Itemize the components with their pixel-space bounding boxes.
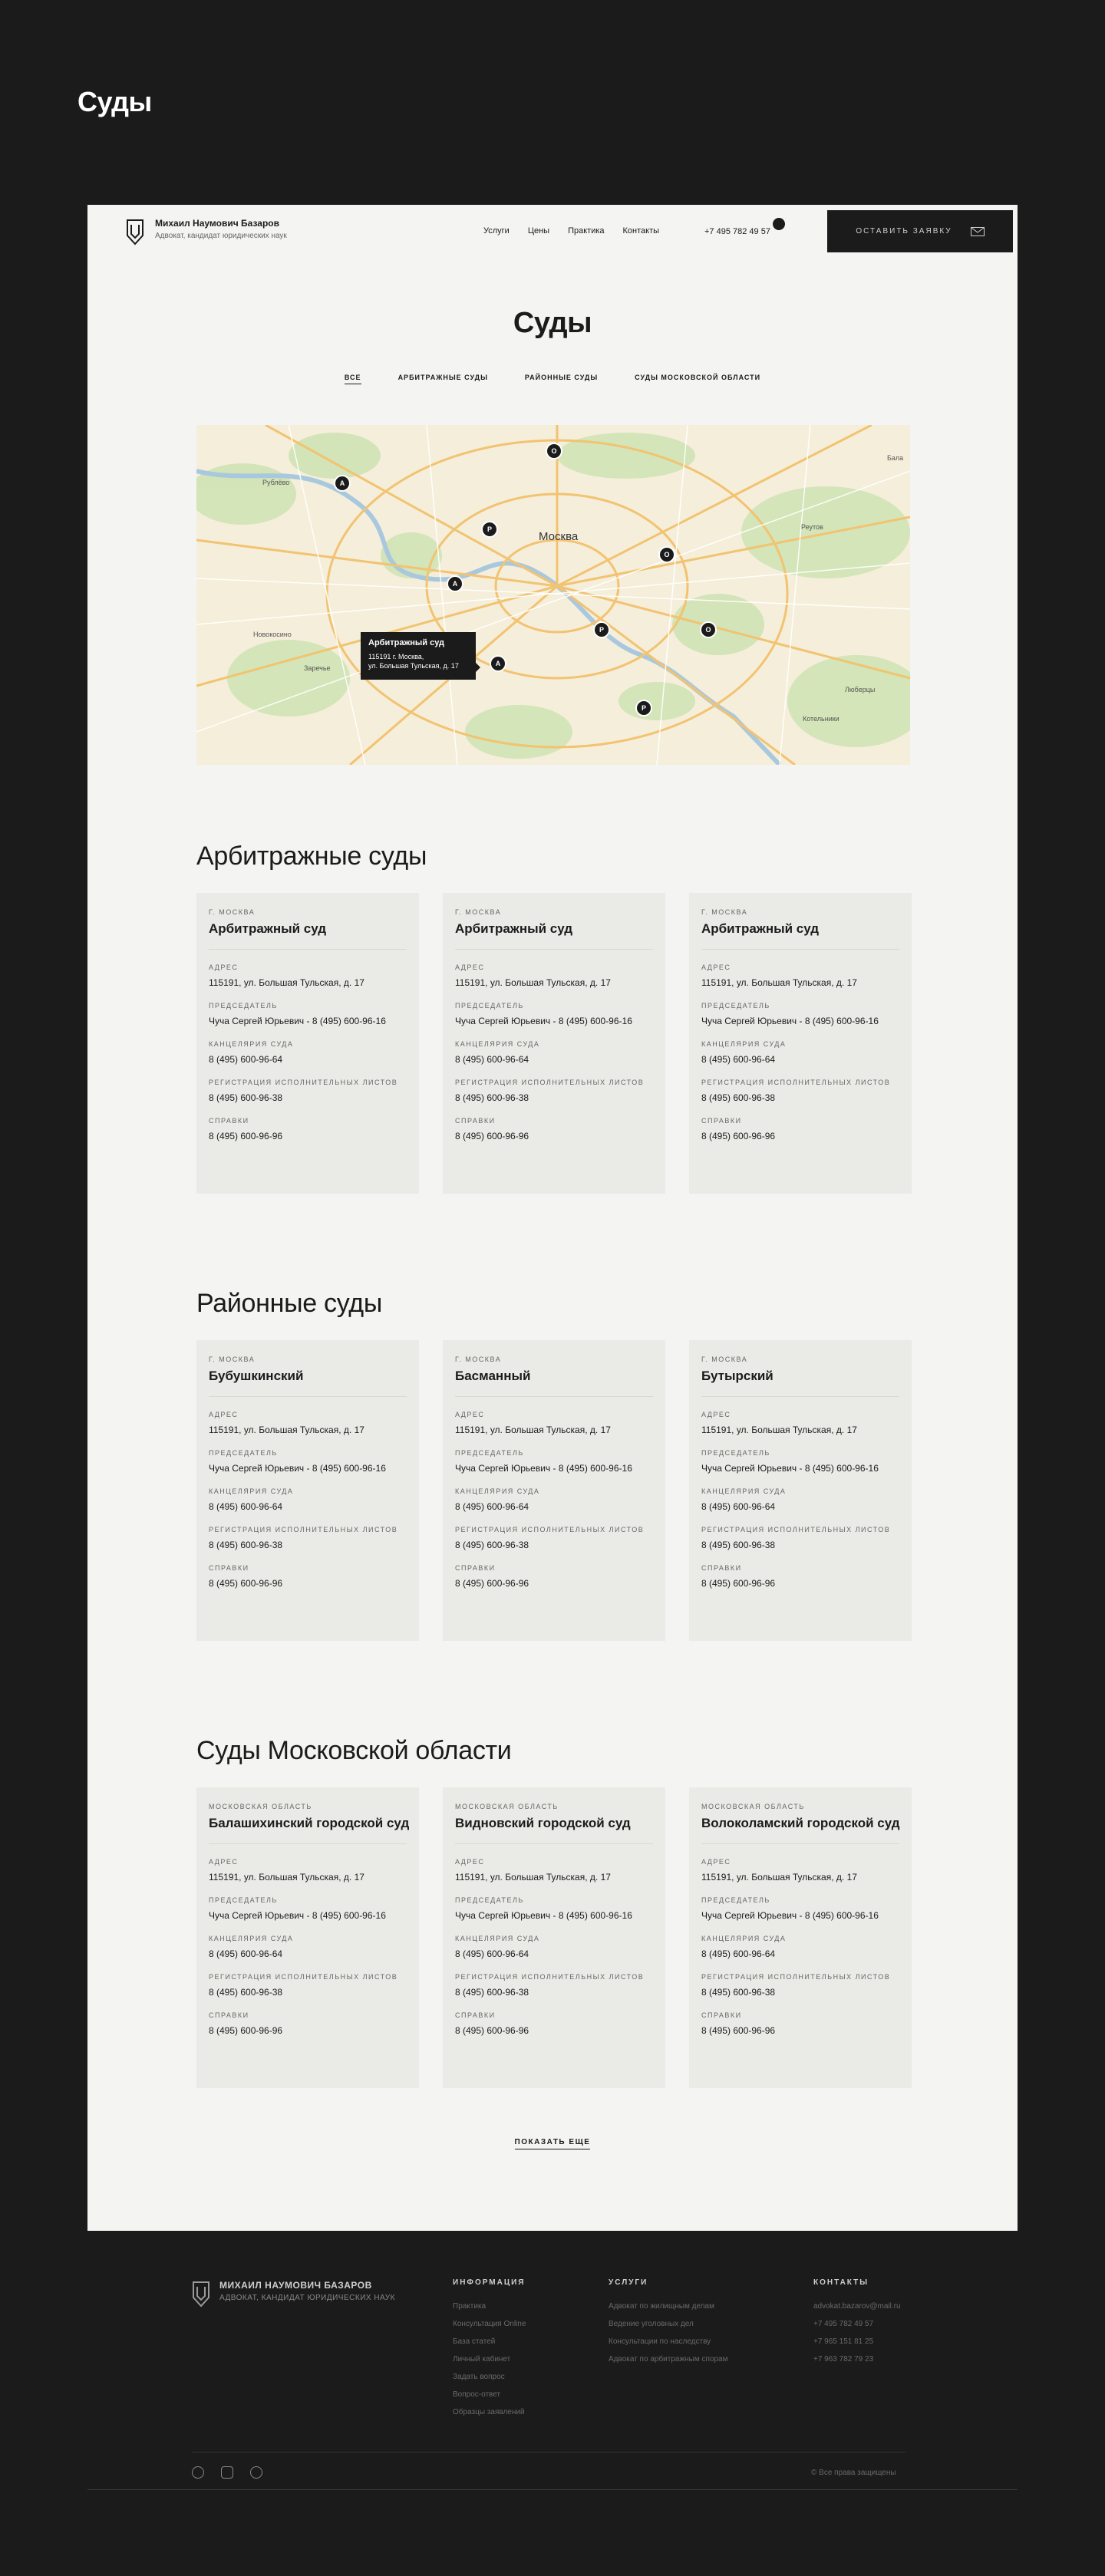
footer [87, 2231, 1018, 2490]
filter-arbitration[interactable]: АРБИТРАЖНЫЕ СУДЫ [397, 374, 488, 381]
court-office-value: 8 (495) 600-96-64 [701, 1054, 776, 1065]
footer-subtitle: АДВОКАТ, КАНДИДАТ ЮРИДИЧЕСКИХ НАУК [219, 2294, 395, 2302]
court-info-value: 8 (495) 600-96-96 [455, 1131, 529, 1141]
court-address-label: АДРЕС [701, 1411, 731, 1418]
court-address-value: 115191, ул. Большая Тульская, д. 17 [701, 1872, 857, 1883]
popup-address-line1: 115191 г. Москва, [368, 653, 424, 660]
filter-moscow-region[interactable]: СУДЫ МОСКОВСКОЙ ОБЛАСТИ [635, 374, 761, 381]
court-office-value: 8 (495) 600-96-64 [209, 1054, 283, 1065]
court-address-label: АДРЕС [455, 964, 485, 971]
court-chairman-label: ПРЕДСЕДАТЕЛЬ [209, 1896, 278, 1904]
map-city-label: Москва [539, 530, 579, 543]
court-chairman-value: Чуча Сергей Юрьевич - 8 (495) 600-96-16 [455, 1910, 632, 1921]
map-place-label: Заречье [304, 664, 331, 672]
footer-link[interactable]: Адвокат по жилищным делам [609, 2302, 714, 2311]
court-registration-label: РЕГИСТРАЦИЯ ИСПОЛНИТЕЛЬНЫХ ЛИСТОВ [701, 1526, 891, 1533]
map-place-label: Люберцы [845, 686, 876, 693]
map-place-label: Бала [887, 454, 904, 462]
map-marker[interactable]: Р [635, 700, 652, 716]
court-registration-value: 8 (495) 600-96-38 [209, 1540, 283, 1550]
court-registration-value: 8 (495) 600-96-38 [209, 1092, 283, 1103]
court-office-value: 8 (495) 600-96-64 [209, 1948, 283, 1959]
court-chairman-label: ПРЕДСЕДАТЕЛЬ [701, 1449, 770, 1457]
court-office-label: КАНЦЕЛЯРИЯ СУДА [209, 1040, 294, 1048]
court-office-label: КАНЦЕЛЯРИЯ СУДА [455, 1487, 540, 1495]
court-registration-label: РЕГИСТРАЦИЯ ИСПОЛНИТЕЛЬНЫХ ЛИСТОВ [701, 1973, 891, 1981]
court-city: Г. МОСКВА [209, 908, 256, 916]
court-name: Арбитражный суд [701, 921, 899, 950]
court-card[interactable] [196, 1340, 419, 1641]
popup-address-line2: ул. Большая Тульская, д. 17 [368, 662, 459, 670]
footer-link[interactable]: Образцы заявлений [453, 2408, 525, 2416]
section-title: Арбитражные суды [196, 842, 427, 871]
court-city: Г. МОСКВА [209, 1356, 256, 1363]
court-office-value: 8 (495) 600-96-64 [701, 1501, 776, 1512]
court-info-label: СПРАВКИ [209, 1117, 249, 1125]
section-title: Суды Московской области [196, 1736, 512, 1765]
court-name: Волоколамский городской суд [701, 1816, 899, 1844]
map-popup[interactable] [361, 632, 476, 680]
court-office-label: КАНЦЕЛЯРИЯ СУДА [455, 1040, 540, 1048]
header-phone[interactable]: +7 495 782 49 57 [704, 227, 770, 236]
court-card[interactable] [689, 893, 912, 1194]
court-registration-label: РЕГИСТРАЦИЯ ИСПОЛНИТЕЛЬНЫХ ЛИСТОВ [209, 1973, 398, 1981]
court-name: Бутырский [701, 1369, 899, 1397]
court-registration-label: РЕГИСТРАЦИЯ ИСПОЛНИТЕЛЬНЫХ ЛИСТОВ [209, 1526, 398, 1533]
court-city: Г. МОСКВА [701, 908, 748, 916]
court-name: Балашихинский городской суд [209, 1816, 407, 1844]
court-card[interactable] [689, 1340, 912, 1641]
court-chairman-value: Чуча Сергей Юрьевич - 8 (495) 600-96-16 [701, 1910, 879, 1921]
nav-services[interactable]: Услуги [483, 226, 510, 236]
court-registration-label: РЕГИСТРАЦИЯ ИСПОЛНИТЕЛЬНЫХ ЛИСТОВ [209, 1079, 398, 1086]
skype-icon[interactable] [221, 2466, 233, 2479]
court-office-value: 8 (495) 600-96-64 [455, 1948, 529, 1959]
court-registration-value: 8 (495) 600-96-38 [209, 1987, 283, 1998]
court-info-value: 8 (495) 600-96-96 [701, 1578, 776, 1589]
court-registration-value: 8 (495) 600-96-38 [455, 1987, 529, 1998]
page-heading: Суды [78, 86, 152, 117]
whatsapp-icon[interactable] [250, 2466, 262, 2479]
court-city: МОСКОВСКАЯ ОБЛАСТЬ [209, 1803, 312, 1810]
footer-link[interactable]: Задать вопрос [453, 2373, 505, 2381]
filter-district[interactable]: РАЙОННЫЕ СУДЫ [524, 374, 599, 381]
court-info-value: 8 (495) 600-96-96 [209, 2025, 283, 2036]
court-registration-value: 8 (495) 600-96-38 [455, 1540, 529, 1550]
court-office-value: 8 (495) 600-96-64 [209, 1501, 283, 1512]
callback-icon[interactable] [773, 218, 785, 230]
map-marker[interactable]: А [490, 655, 506, 672]
footer-link[interactable]: Консультация Online [453, 2320, 526, 2328]
map-marker[interactable]: О [658, 546, 675, 563]
court-filters [87, 374, 1018, 384]
court-info-value: 8 (495) 600-96-96 [455, 1578, 529, 1589]
court-city: МОСКОВСКАЯ ОБЛАСТЬ [701, 1803, 805, 1810]
court-office-value: 8 (495) 600-96-64 [455, 1054, 529, 1065]
court-card[interactable] [689, 1787, 912, 2088]
map-background [196, 425, 910, 765]
footer-phone[interactable]: +7 495 782 49 57 [813, 2320, 874, 2328]
court-card[interactable] [443, 893, 665, 1194]
court-registration-value: 8 (495) 600-96-38 [455, 1092, 529, 1103]
court-city: Г. МОСКВА [455, 1356, 502, 1363]
court-registration-label: РЕГИСТРАЦИЯ ИСПОЛНИТЕЛЬНЫХ ЛИСТОВ [701, 1079, 891, 1086]
court-registration-label: РЕГИСТРАЦИЯ ИСПОЛНИТЕЛЬНЫХ ЛИСТОВ [455, 1079, 645, 1086]
court-chairman-value: Чуча Сергей Юрьевич - 8 (495) 600-96-16 [701, 1463, 879, 1474]
court-info-label: СПРАВКИ [455, 1564, 496, 1572]
court-address-value: 115191, ул. Большая Тульская, д. 17 [209, 1425, 364, 1435]
show-more [87, 2134, 1018, 2148]
viber-icon[interactable] [192, 2466, 204, 2479]
court-info-value: 8 (495) 600-96-96 [701, 1131, 776, 1141]
court-chairman-label: ПРЕДСЕДАТЕЛЬ [209, 1449, 278, 1457]
footer-info-column [453, 2278, 526, 2426]
court-name: Бубушкинский [209, 1369, 407, 1397]
court-cards-row [196, 1787, 912, 2088]
court-card[interactable] [196, 1787, 419, 2088]
court-name: Басманный [455, 1369, 653, 1397]
footer-services-title: УСЛУГИ [609, 2278, 648, 2287]
court-info-label: СПРАВКИ [701, 1564, 742, 1572]
map-marker[interactable]: Р [593, 621, 610, 638]
court-name: Видновский городской суд [455, 1816, 653, 1844]
court-info-label: СПРАВКИ [701, 2011, 742, 2019]
map-marker[interactable]: А [334, 475, 351, 492]
court-office-label: КАНЦЕЛЯРИЯ СУДА [209, 1935, 294, 1942]
court-info-label: СПРАВКИ [455, 2011, 496, 2019]
court-card[interactable] [443, 1340, 665, 1641]
footer-services-column [609, 2278, 727, 2373]
court-address-value: 115191, ул. Большая Тульская, д. 17 [455, 1872, 611, 1883]
shield-logo-icon[interactable] [126, 219, 144, 246]
court-office-value: 8 (495) 600-96-64 [701, 1948, 776, 1959]
footer-link[interactable]: Консультации по наследству [609, 2337, 711, 2346]
footer-link[interactable]: Ведение уголовных дел [609, 2320, 694, 2328]
court-cards-row [196, 1340, 912, 1641]
court-info-value: 8 (495) 600-96-96 [209, 1578, 283, 1589]
filter-all[interactable]: ВСЕ [345, 374, 361, 384]
court-office-label: КАНЦЕЛЯРИЯ СУДА [701, 1935, 787, 1942]
map-marker[interactable]: О [700, 621, 717, 638]
footer-contacts-title: КОНТАКТЫ [813, 2278, 869, 2287]
court-chairman-label: ПРЕДСЕДАТЕЛЬ [455, 1896, 524, 1904]
court-office-label: КАНЦЕЛЯРИЯ СУДА [701, 1487, 787, 1495]
map-place-label: Рублёво [262, 479, 290, 486]
court-chairman-label: ПРЕДСЕДАТЕЛЬ [209, 1002, 278, 1010]
court-address-value: 115191, ул. Большая Тульская, д. 17 [455, 1425, 611, 1435]
court-city: Г. МОСКВА [455, 908, 502, 916]
page-title: Суды [513, 307, 592, 339]
copyright: © Все права защищены [811, 2469, 896, 2477]
section-title: Районные суды [196, 1289, 382, 1318]
court-chairman-value: Чуча Сергей Юрьевич - 8 (495) 600-96-16 [455, 1463, 632, 1474]
header-subtitle: Адвокат, кандидат юридических наук [155, 232, 287, 240]
court-address-value: 115191, ул. Большая Тульская, д. 17 [455, 977, 611, 988]
court-chairman-value: Чуча Сергей Юрьевич - 8 (495) 600-96-16 [701, 1016, 879, 1026]
court-office-label: КАНЦЕЛЯРИЯ СУДА [701, 1040, 787, 1048]
header-name[interactable]: Михаил Наумович Базаров [155, 218, 279, 229]
court-chairman-label: ПРЕДСЕДАТЕЛЬ [701, 1002, 770, 1010]
court-address-value: 115191, ул. Большая Тульская, д. 17 [209, 1872, 364, 1883]
court-registration-label: РЕГИСТРАЦИЯ ИСПОЛНИТЕЛЬНЫХ ЛИСТОВ [455, 1526, 645, 1533]
footer-contacts-column [813, 2278, 901, 2373]
court-registration-value: 8 (495) 600-96-38 [701, 1987, 776, 1998]
footer-name: МИХАИЛ НАУМОВИЧ БАЗАРОВ [219, 2280, 372, 2291]
court-address-label: АДРЕС [701, 964, 731, 971]
court-city: Г. МОСКВА [701, 1356, 748, 1363]
court-info-label: СПРАВКИ [209, 1564, 249, 1572]
footer-email[interactable]: advokat.bazarov@mail.ru [813, 2302, 901, 2311]
court-card[interactable] [443, 1787, 665, 2088]
court-info-value: 8 (495) 600-96-96 [209, 1131, 283, 1141]
footer-link[interactable]: Личный кабинет [453, 2355, 511, 2364]
footer-link[interactable]: База статей [453, 2337, 496, 2346]
envelope-icon [971, 227, 985, 236]
court-address-label: АДРЕС [209, 964, 239, 971]
popup-title: Арбитражный суд [368, 638, 445, 647]
court-registration-value: 8 (495) 600-96-38 [701, 1540, 776, 1550]
court-address-value: 115191, ул. Большая Тульская, д. 17 [701, 977, 857, 988]
map-place-label: Новокосино [253, 631, 292, 638]
site-frame [87, 205, 1018, 2231]
court-address-value: 115191, ул. Большая Тульская, д. 17 [701, 1425, 857, 1435]
court-address-label: АДРЕС [209, 1858, 239, 1866]
court-name: Арбитражный суд [209, 921, 407, 950]
court-address-label: АДРЕС [455, 1858, 485, 1866]
court-cards-row [196, 893, 912, 1194]
court-info-label: СПРАВКИ [209, 2011, 249, 2019]
court-address-label: АДРЕС [455, 1411, 485, 1418]
map-place-label: Реутов [801, 523, 823, 531]
court-office-value: 8 (495) 600-96-64 [455, 1501, 529, 1512]
court-address-label: АДРЕС [209, 1411, 239, 1418]
footer-link[interactable]: Адвокат по арбитражным спорам [609, 2355, 728, 2364]
court-city: МОСКОВСКАЯ ОБЛАСТЬ [455, 1803, 559, 1810]
nav-practice[interactable]: Практика [568, 226, 605, 236]
court-chairman-value: Чуча Сергей Юрьевич - 8 (495) 600-96-16 [455, 1016, 632, 1026]
court-office-label: КАНЦЕЛЯРИЯ СУДА [455, 1935, 540, 1942]
request-button[interactable] [827, 210, 1013, 252]
court-chairman-label: ПРЕДСЕДАТЕЛЬ [455, 1002, 524, 1010]
court-office-label: КАНЦЕЛЯРИЯ СУДА [209, 1487, 294, 1495]
map-marker[interactable]: О [546, 443, 562, 460]
map-marker[interactable]: Р [481, 521, 498, 538]
court-chairman-value: Чуча Сергей Юрьевич - 8 (495) 600-96-16 [209, 1016, 386, 1026]
court-chairman-value: Чуча Сергей Юрьевич - 8 (495) 600-96-16 [209, 1910, 386, 1921]
court-card[interactable] [196, 893, 419, 1194]
map-place-label: Котельники [803, 715, 839, 723]
court-chairman-label: ПРЕДСЕДАТЕЛЬ [455, 1449, 524, 1457]
request-button-label: ОСТАВИТЬ ЗАЯВКУ [856, 227, 952, 236]
court-address-label: АДРЕС [701, 1858, 731, 1866]
show-more-button[interactable]: ПОКАЗАТЬ ЕЩЕ [515, 2138, 591, 2149]
footer-info-title: ИНФОРМАЦИЯ [453, 2278, 526, 2287]
court-info-value: 8 (495) 600-96-96 [455, 2025, 529, 2036]
court-info-label: СПРАВКИ [455, 1117, 496, 1125]
footer-phone[interactable]: +7 965 151 81 25 [813, 2337, 874, 2346]
nav-prices[interactable]: Цены [527, 226, 550, 236]
courts-map[interactable] [196, 425, 910, 765]
court-chairman-value: Чуча Сергей Юрьевич - 8 (495) 600-96-16 [209, 1463, 386, 1474]
footer-phone[interactable]: +7 963 782 79 23 [813, 2355, 874, 2364]
court-info-label: СПРАВКИ [701, 1117, 742, 1125]
map-marker[interactable]: А [447, 575, 463, 592]
nav-contacts[interactable]: Контакты [622, 226, 660, 236]
court-name: Арбитражный суд [455, 921, 653, 950]
court-info-value: 8 (495) 600-96-96 [701, 2025, 776, 2036]
court-registration-label: РЕГИСТРАЦИЯ ИСПОЛНИТЕЛЬНЫХ ЛИСТОВ [455, 1973, 645, 1981]
shield-logo-icon[interactable] [192, 2281, 210, 2308]
court-chairman-label: ПРЕДСЕДАТЕЛЬ [701, 1896, 770, 1904]
footer-link[interactable]: Вопрос-ответ [453, 2390, 501, 2399]
footer-link[interactable]: Практика [453, 2302, 487, 2311]
main-nav [483, 226, 659, 236]
court-address-value: 115191, ул. Большая Тульская, д. 17 [209, 977, 364, 988]
court-registration-value: 8 (495) 600-96-38 [701, 1092, 776, 1103]
